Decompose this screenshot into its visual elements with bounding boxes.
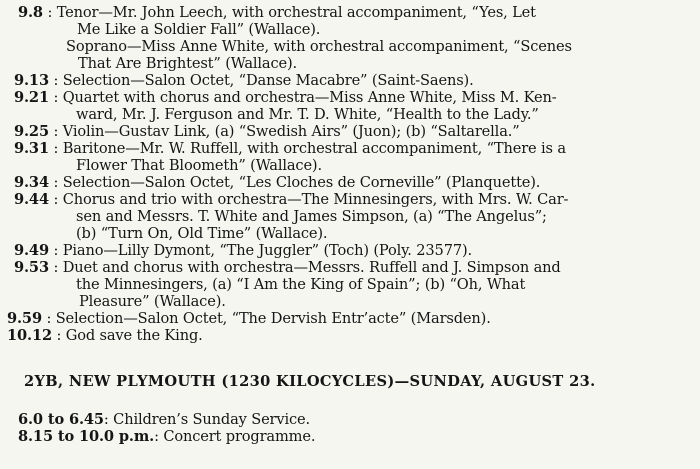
programme-time: 9.21 — [14, 89, 49, 106]
programme-text: Pleasure” (Wallace). — [79, 293, 226, 310]
programme-text: : Piano—Lilly Dymont, “The Juggler” (Toch) (Poly. 23577). — [53, 242, 472, 259]
programme-time: 9.34 — [14, 174, 49, 191]
programme-line — [79, 293, 226, 310]
programme-time: 9.44 — [14, 191, 49, 208]
programme-line — [76, 106, 539, 123]
programme-text: (b) “Turn On, Old Time” (Wallace). — [76, 225, 328, 242]
programme-text: : Children’s Sunday Service. — [103, 411, 310, 428]
programme-line — [18, 4, 536, 21]
programme-line — [76, 276, 525, 293]
programme-line — [77, 21, 320, 38]
programme-line — [14, 140, 566, 157]
programme-line — [7, 327, 203, 344]
programme-time: 9.59 — [7, 310, 42, 327]
programme-text: the Minnesingers, (a) “I Am the King of Spain”; (b) “Oh, What — [76, 276, 526, 293]
programme-text: Flower That Bloometh” (Wallace). — [76, 157, 322, 174]
programme-text: : Duet and chorus with orchestra—Messrs. Ruffell and J. Simpson and — [53, 259, 561, 276]
programme-text: : Selection—Salon Octet, “Danse Macabre” (Saint-Saens). — [53, 72, 474, 89]
programme-line — [66, 38, 572, 55]
programme-line — [14, 174, 540, 191]
programme-time: 9.13 — [14, 72, 49, 89]
programme-time: 9.25 — [14, 123, 49, 140]
programme-time: 10.12 — [7, 327, 52, 344]
programme-text: ward, Mr. J. Ferguson and Mr. T. D. White, “Health to the Lady.” — [76, 106, 539, 123]
programme-text: : Selection—Salon Octet, “The Dervish Entr’acte” (Marsden). — [46, 310, 491, 327]
programme-time: 9.49 — [14, 242, 49, 259]
programme-line — [14, 72, 474, 89]
programme-text: : Baritone—Mr. W. Ruffell, with orchestral accompaniment, “There is a — [53, 140, 566, 157]
programme-text: : Tenor—Mr. John Leech, with orchestral accompaniment, “Yes, Let — [47, 4, 536, 21]
programme-time: 9.8 — [18, 4, 43, 21]
programme-text: : Violin—Gustav Link, (a) “Swedish Airs” (Juon); (b) “Saltarella.” — [53, 123, 520, 140]
programme-line — [14, 123, 520, 140]
programme-time: 8.15 to 10.0 p.m. — [18, 428, 155, 445]
programme-line — [14, 259, 561, 276]
programme-line — [7, 310, 491, 327]
programme-time: 6.0 to 6.45 — [18, 411, 104, 428]
programme-line — [14, 89, 557, 106]
programme-text: : God save the King. — [56, 327, 203, 344]
station-heading: 2YB, NEW PLYMOUTH (1230 KILOCYCLES)—SUNDAY, AUGUST 23. — [24, 373, 596, 390]
programme-line — [76, 208, 547, 225]
programme-text: : Concert programme. — [154, 428, 316, 445]
programme-time: 9.31 — [14, 140, 49, 157]
programme-line — [76, 157, 322, 174]
programme-text: That Are Brightest” (Wallace). — [78, 55, 297, 72]
programme-line — [76, 225, 327, 242]
programme-text: : Quartet with chorus and orchestra—Miss Anne White, Miss M. Ken- — [53, 89, 557, 106]
programme-text: : Chorus and trio with orchestra—The Minnesingers, with Mrs. W. Car- — [53, 191, 569, 208]
programme-line — [18, 411, 310, 428]
programme-text: Soprano—Miss Anne White, with orchestral accompaniment, “Scenes — [66, 38, 572, 55]
programme-line — [78, 55, 297, 72]
programme-text: sen and Messrs. T. White and James Simpson, (a) “The Angelus”; — [76, 208, 547, 225]
programme-text: : Selection—Salon Octet, “Les Cloches de Corneville” (Planquette). — [53, 174, 541, 191]
programme-line — [14, 191, 568, 208]
programme-line — [14, 242, 472, 259]
programme-time: 9.53 — [14, 259, 49, 276]
programme-text: Me Like a Soldier Fall” (Wallace). — [77, 21, 321, 38]
programme-line — [18, 428, 315, 445]
